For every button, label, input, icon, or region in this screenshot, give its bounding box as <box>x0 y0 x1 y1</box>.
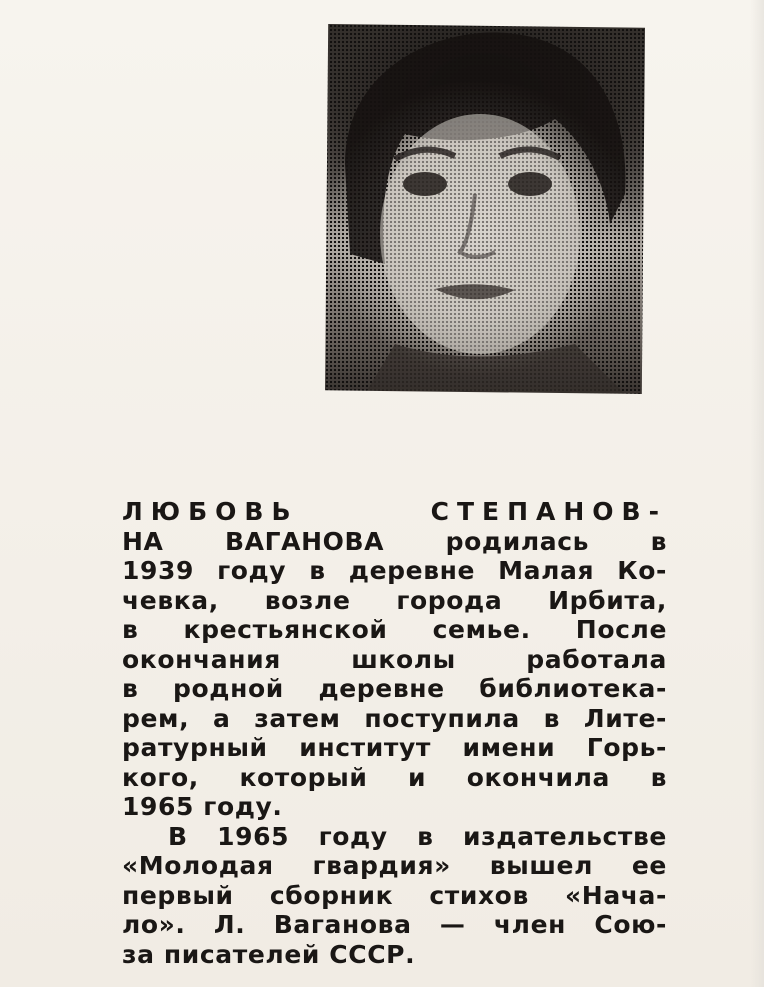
bio-line: чевка, возле города Ирбита, <box>122 585 667 615</box>
bio-line: в крестьянской семье. После <box>122 615 667 644</box>
bio-line: в родной деревне библиотека- <box>122 674 667 703</box>
portrait-features <box>325 24 645 394</box>
bio-line: рем, а затем поступила в Лите- <box>122 703 667 733</box>
bio-line: «Молодая гвардия» вышел ее <box>122 851 667 880</box>
bio-line: окончания школы работала <box>122 644 667 674</box>
bio-line: кого, который и окончила в <box>122 762 667 792</box>
bio-line: ЛЮБОВЬ СТЕПАНОВ- <box>122 497 667 526</box>
bio-line: НА ВАГАНОВА родилась в <box>122 526 667 556</box>
bio-line: ратурный институт имени Горь- <box>122 733 667 762</box>
bio-line: первый сборник стихов «Нача- <box>122 880 667 910</box>
portrait-photo <box>325 24 645 394</box>
bio-line: за писателей СССР. <box>122 939 416 969</box>
bio-line: 1939 году в деревне Малая Ко- <box>122 556 667 585</box>
page-edge <box>750 0 764 987</box>
bio-line: 1965 году. <box>122 792 283 821</box>
biography-text <box>122 497 667 969</box>
bio-line: В 1965 году в издательстве <box>168 821 667 851</box>
bio-line: ло». Л. Ваганова — член Сою- <box>122 910 667 939</box>
